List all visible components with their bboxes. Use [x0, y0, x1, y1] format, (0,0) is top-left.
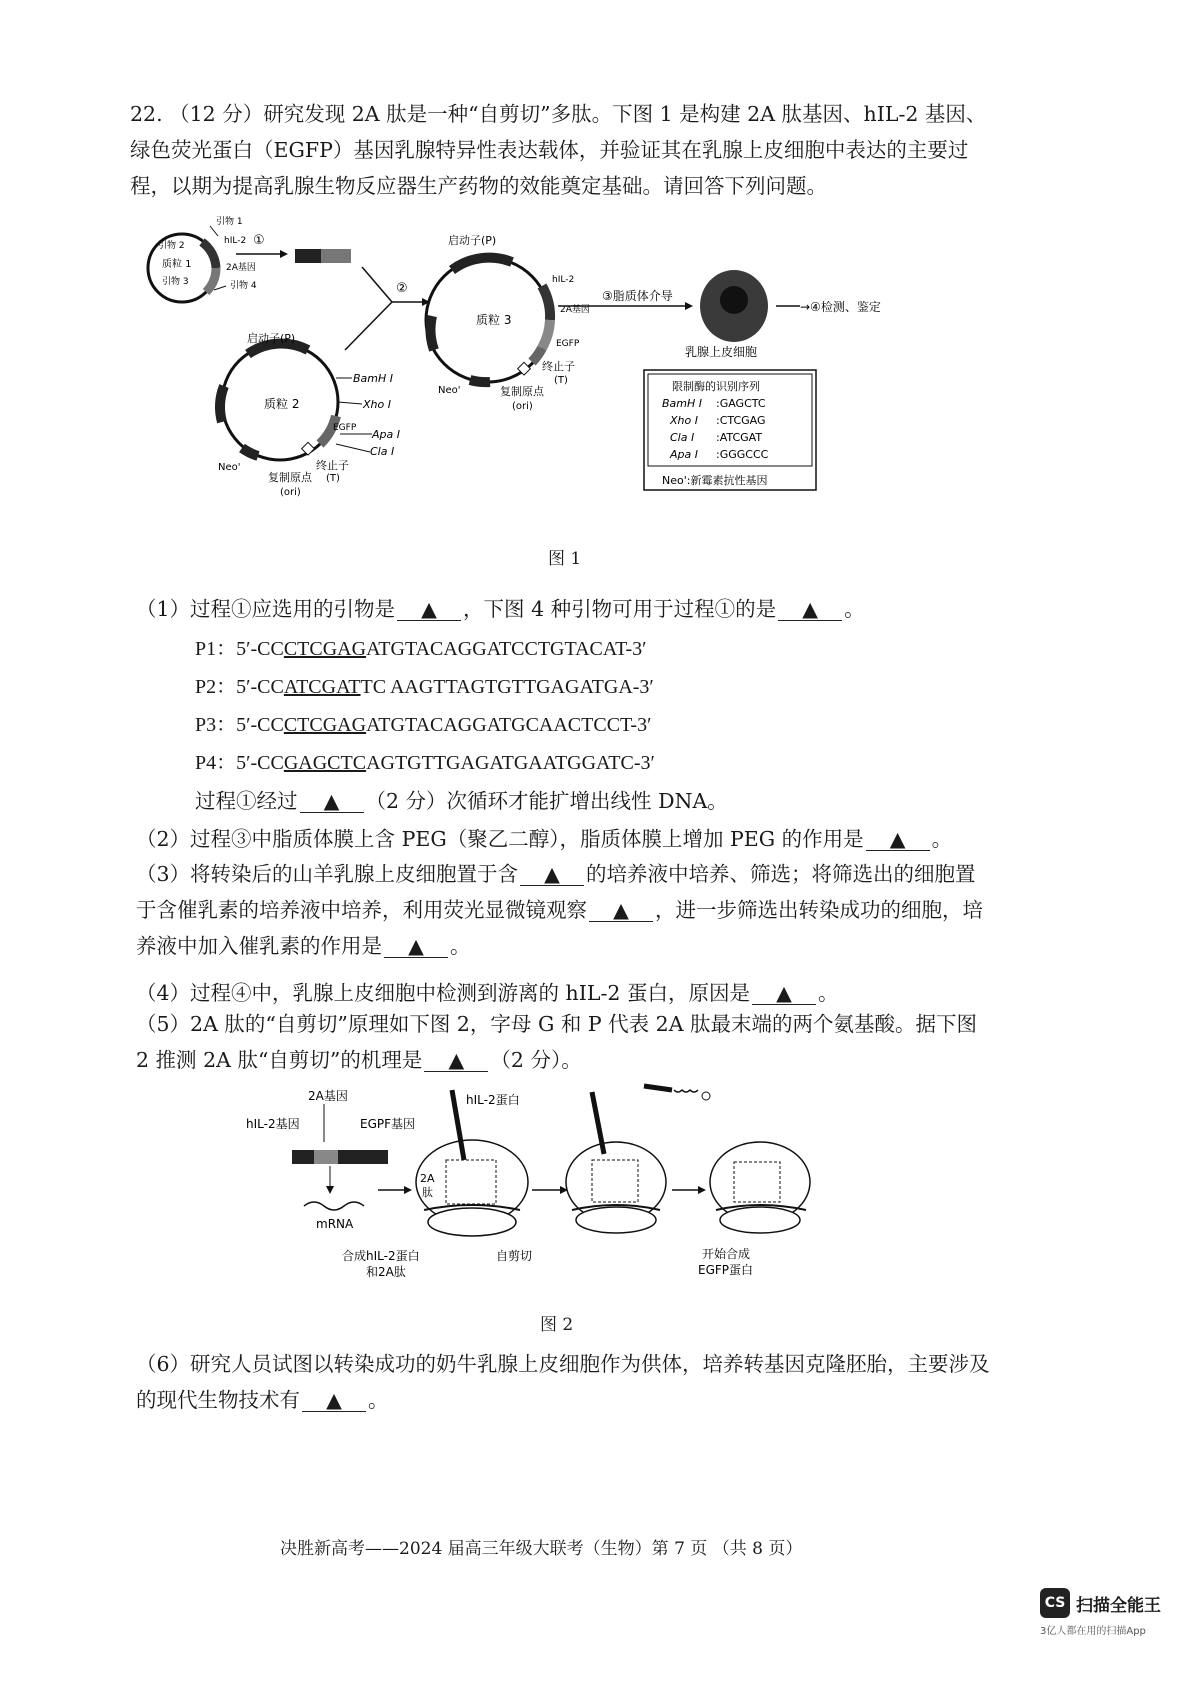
primer-p3: [195, 708, 651, 737]
plasmid-3-neo: Neo': [438, 385, 461, 396]
plasmid-3-terminator: 终止子: [542, 360, 575, 373]
primer-post: ATGTACAGGATGCAACTCCT-3′: [366, 714, 652, 736]
plasmid-2-terminator-t: (T): [326, 473, 340, 484]
q3-text-c: ，进一步筛选出转染成功的细胞，培养液中加入催乳素的作用是: [136, 898, 983, 958]
plasmid-3-terminator-t: (T): [554, 375, 568, 386]
enzyme-seq: :CTCGAG: [716, 414, 766, 427]
q4-label: （4）: [136, 981, 191, 1005]
scanner-slogan: 3亿人都在用的扫描App: [1040, 1626, 1146, 1637]
q5-text-a: 2A 肽的“自剪切”原理如下图 2，字母 G 和 P 代表 2A 肽最末端的两个氨基酸。据下图 2 推测 2A 肽“自剪切”的机理是: [136, 1012, 978, 1072]
answer-blank[interactable]: ▲: [302, 1389, 366, 1412]
q4-text-b: 。: [817, 981, 839, 1005]
enzyme-name: Cla Ⅰ: [670, 431, 695, 444]
plasmid-2-egfp: EGFP: [333, 423, 357, 433]
primer-name: P3：: [195, 714, 237, 736]
step-2-label: ②: [396, 281, 408, 296]
enzyme-seq: :GAGCTC: [716, 397, 766, 410]
primer-pre: 5′-CC: [236, 638, 284, 660]
answer-blank[interactable]: ▲: [866, 828, 930, 851]
fig2-stage-3b: EGFP蛋白: [698, 1263, 754, 1277]
plasmid-2-promoter: 启动子(P): [247, 332, 296, 345]
enzyme-name: Apa Ⅰ: [670, 448, 698, 461]
primer-p1: [195, 632, 647, 661]
q5-paragraph: [136, 1006, 996, 1078]
q1-text-a: 过程①应选用的引物是: [190, 597, 396, 621]
fig2-stage-1: 合成hIL-2蛋白: [342, 1249, 420, 1263]
enzyme-name: Xho Ⅰ: [670, 414, 698, 427]
plasmid-3-ori-short: (ori): [512, 401, 533, 412]
question-number: 22.: [130, 102, 163, 126]
plasmid-2-bamhi: BamH Ⅰ: [353, 372, 394, 385]
hil2-gene-label: hIL-2: [224, 236, 247, 246]
enzyme-seq: :GGGCCC: [716, 448, 769, 461]
answer-blank[interactable]: ▲: [300, 790, 364, 813]
q6-paragraph: [136, 1346, 996, 1418]
question-intro: [130, 96, 1000, 204]
fig2-peptide-label: 肽: [422, 1186, 433, 1199]
plasmid-2-label: 质粒 2: [264, 397, 300, 411]
primer-site: ATCGAT: [283, 676, 361, 698]
plasmid-2-terminator: 终止子: [316, 459, 349, 472]
primer-site: CTCGAG: [283, 714, 367, 736]
primer-p4: [195, 746, 655, 775]
q1-cycles-a: 过程①经过: [195, 789, 298, 813]
primer-p2: [195, 670, 654, 699]
plasmid-2-ori: 复制原点: [268, 471, 312, 484]
enzyme-table: [644, 370, 816, 490]
enzyme-name: BamH Ⅰ: [662, 397, 703, 410]
q4-line: [136, 976, 838, 1006]
fig2-gene-bar: [292, 1150, 388, 1164]
plasmid-2-ori-short: (ori): [280, 487, 301, 498]
scanner-watermark: [1040, 1588, 1190, 1637]
plasmid-2: [218, 331, 400, 498]
q2-text-a: 过程③中脂质体膜上含 PEG（聚乙二醇），脂质体膜上增加 PEG 的作用是: [190, 827, 864, 851]
enzyme-table-title: 限制酶的识别序列: [672, 380, 760, 393]
primer-pre: 5′-CC: [236, 676, 284, 698]
pcr-product: [295, 249, 351, 263]
fig2-2a-gene: 2A基因: [308, 1089, 348, 1103]
q6-label: （6）: [136, 1352, 191, 1376]
plasmid-1-label: 质粒 1: [162, 259, 192, 270]
enzyme-table-note: Neo':新霉素抗性基因: [662, 474, 768, 487]
primer-pre: 5′-CC: [236, 752, 284, 774]
plasmid-3-2a: 2A基因: [560, 305, 590, 315]
plasmid-3-egfp: EGFP: [556, 339, 580, 349]
plasmid-3-promoter: 启动子(P): [448, 234, 497, 247]
q6-text-b: 。: [368, 1388, 389, 1412]
fig2-stage-1b: 和2A肽: [366, 1265, 406, 1279]
q4-text-a: 过程④中，乳腺上皮细胞中检测到游离的 hIL-2 蛋白，原因是: [190, 981, 750, 1005]
plasmid-3-ori: 复制原点: [500, 385, 544, 398]
answer-blank[interactable]: ▲: [397, 598, 461, 621]
q1-cycles-b: （2 分）次循环才能扩增出线性 DNA。: [365, 789, 728, 813]
answer-blank[interactable]: ▲: [778, 598, 842, 621]
primer-pre: 5′-CC: [236, 714, 284, 736]
answer-blank[interactable]: ▲: [424, 1049, 488, 1072]
q5-label: （5）: [136, 1012, 191, 1036]
question-intro-text: （12 分）研究发现 2A 肽是一种“自剪切”多肽。下图 1 是构建 2A 肽基因、hIL-2 基因、绿色荧光蛋白（EGFP）基因乳腺特异性表达载体，并验证其在乳腺上皮细胞中表达的主要过程，以期为提高乳腺生物反应器生产药物的效能奠定基础。请回答下列问题。: [130, 102, 987, 198]
2a-gene-label: 2A基因: [226, 263, 256, 273]
figure-2: [240, 1082, 840, 1302]
figure-1: [140, 212, 920, 512]
scanner-logo: CS: [1040, 1588, 1070, 1618]
scanner-app-name: 扫描全能王: [1076, 1595, 1161, 1616]
primer-name: P2：: [195, 676, 237, 698]
plasmid-2-neo: Neo': [218, 462, 241, 473]
primer-site: CTCGAG: [283, 638, 367, 660]
fig2-egpf-gene: EGPF基因: [360, 1117, 416, 1131]
fig2-mrna-strand: [304, 1202, 364, 1210]
ribosome-stage-1: [416, 1090, 528, 1236]
enzyme-seq: :ATCGAT: [716, 431, 763, 444]
answer-blank[interactable]: ▲: [384, 935, 448, 958]
primer-site: GAGCTC: [283, 752, 367, 774]
plasmid-3-hil2: hIL-2: [552, 275, 575, 285]
q1-text-b: ，下图 4 种引物可用于过程①的是: [463, 597, 777, 621]
q1-text-c: 。: [844, 597, 865, 621]
plasmid-2-xhoi: Xho Ⅰ: [363, 398, 391, 411]
plasmid-2-clai: Cla Ⅰ: [370, 445, 395, 458]
primer-post: TC AAGTTAGTGTTGAGATGA-3′: [360, 676, 654, 698]
fig2-stage-3: 开始合成: [702, 1247, 751, 1261]
q3-text-a: 将转染后的山羊乳腺上皮细胞置于含: [190, 862, 519, 886]
fig2-2a-peptide: 2A: [420, 1172, 435, 1185]
ribosome-stage-2: [566, 1092, 666, 1233]
primer-name: P4：: [195, 752, 237, 774]
step-4-label: →④检测、鉴定: [800, 300, 881, 314]
figure-1-caption: 图 1: [548, 549, 582, 569]
fig2-hil2-gene: hIL-2基因: [246, 1117, 300, 1131]
answer-blank[interactable]: ▲: [520, 863, 584, 886]
q3-text-b: 的培养液中培养、筛选；将筛选出的细胞置于含催乳素的培养液中培养，利用荧光显微镜观察: [136, 862, 976, 922]
q3-text-d: 。: [450, 934, 471, 958]
primer-2-label: 引物 2: [158, 241, 185, 251]
fig2-mrna: mRNA: [316, 1217, 354, 1231]
q1-cycles: [195, 784, 728, 814]
q1-line: [136, 592, 865, 622]
fig2-hil2-protein: hIL-2蛋白: [466, 1093, 520, 1107]
cell-label: 乳腺上皮细胞: [685, 345, 758, 359]
plasmid-2-apai: Apa Ⅰ: [372, 428, 400, 441]
answer-blank[interactable]: ▲: [589, 899, 653, 922]
step-3-label: ③脂质体介导: [602, 289, 673, 303]
q5-text-b: （2 分）。: [490, 1048, 582, 1072]
primer-post: AGTGTTGAGATGAATGGATC-3′: [366, 752, 655, 774]
q3-label: （3）: [136, 862, 191, 886]
q3-paragraph: [136, 856, 996, 964]
primer-post: ATGTACAGGATCCTGTACAT-3′: [366, 638, 647, 660]
plasmid-3-label: 质粒 3: [476, 313, 512, 327]
step-1-label: ①: [253, 233, 265, 248]
q2-label: （2）: [136, 827, 191, 851]
q1-label: （1）: [136, 597, 191, 621]
primer-4-label: 引物 4: [230, 281, 257, 291]
ribosome-stage-3: [644, 1086, 810, 1233]
answer-blank[interactable]: ▲: [752, 982, 816, 1005]
plasmid-1: [148, 215, 257, 302]
figure-2-caption: 图 2: [540, 1315, 574, 1335]
primer-name: P1：: [195, 638, 237, 660]
primer-3-label: 引物 3: [162, 277, 189, 287]
q2-text-b: 。: [931, 827, 953, 851]
page-footer: 决胜新高考——2024 届高三年级大联考（生物）第 7 页 （共 8 页）: [280, 1539, 803, 1559]
fig2-stage-2: 自剪切: [496, 1249, 533, 1263]
q2-line: [136, 822, 952, 852]
q6-text-a: 研究人员试图以转染成功的奶牛乳腺上皮细胞作为供体，培养转基因克隆胚胎，主要涉及的现代生物技术有: [136, 1352, 990, 1412]
primer-1-label: 引物 1: [216, 217, 243, 227]
plasmid-3: [426, 233, 590, 412]
